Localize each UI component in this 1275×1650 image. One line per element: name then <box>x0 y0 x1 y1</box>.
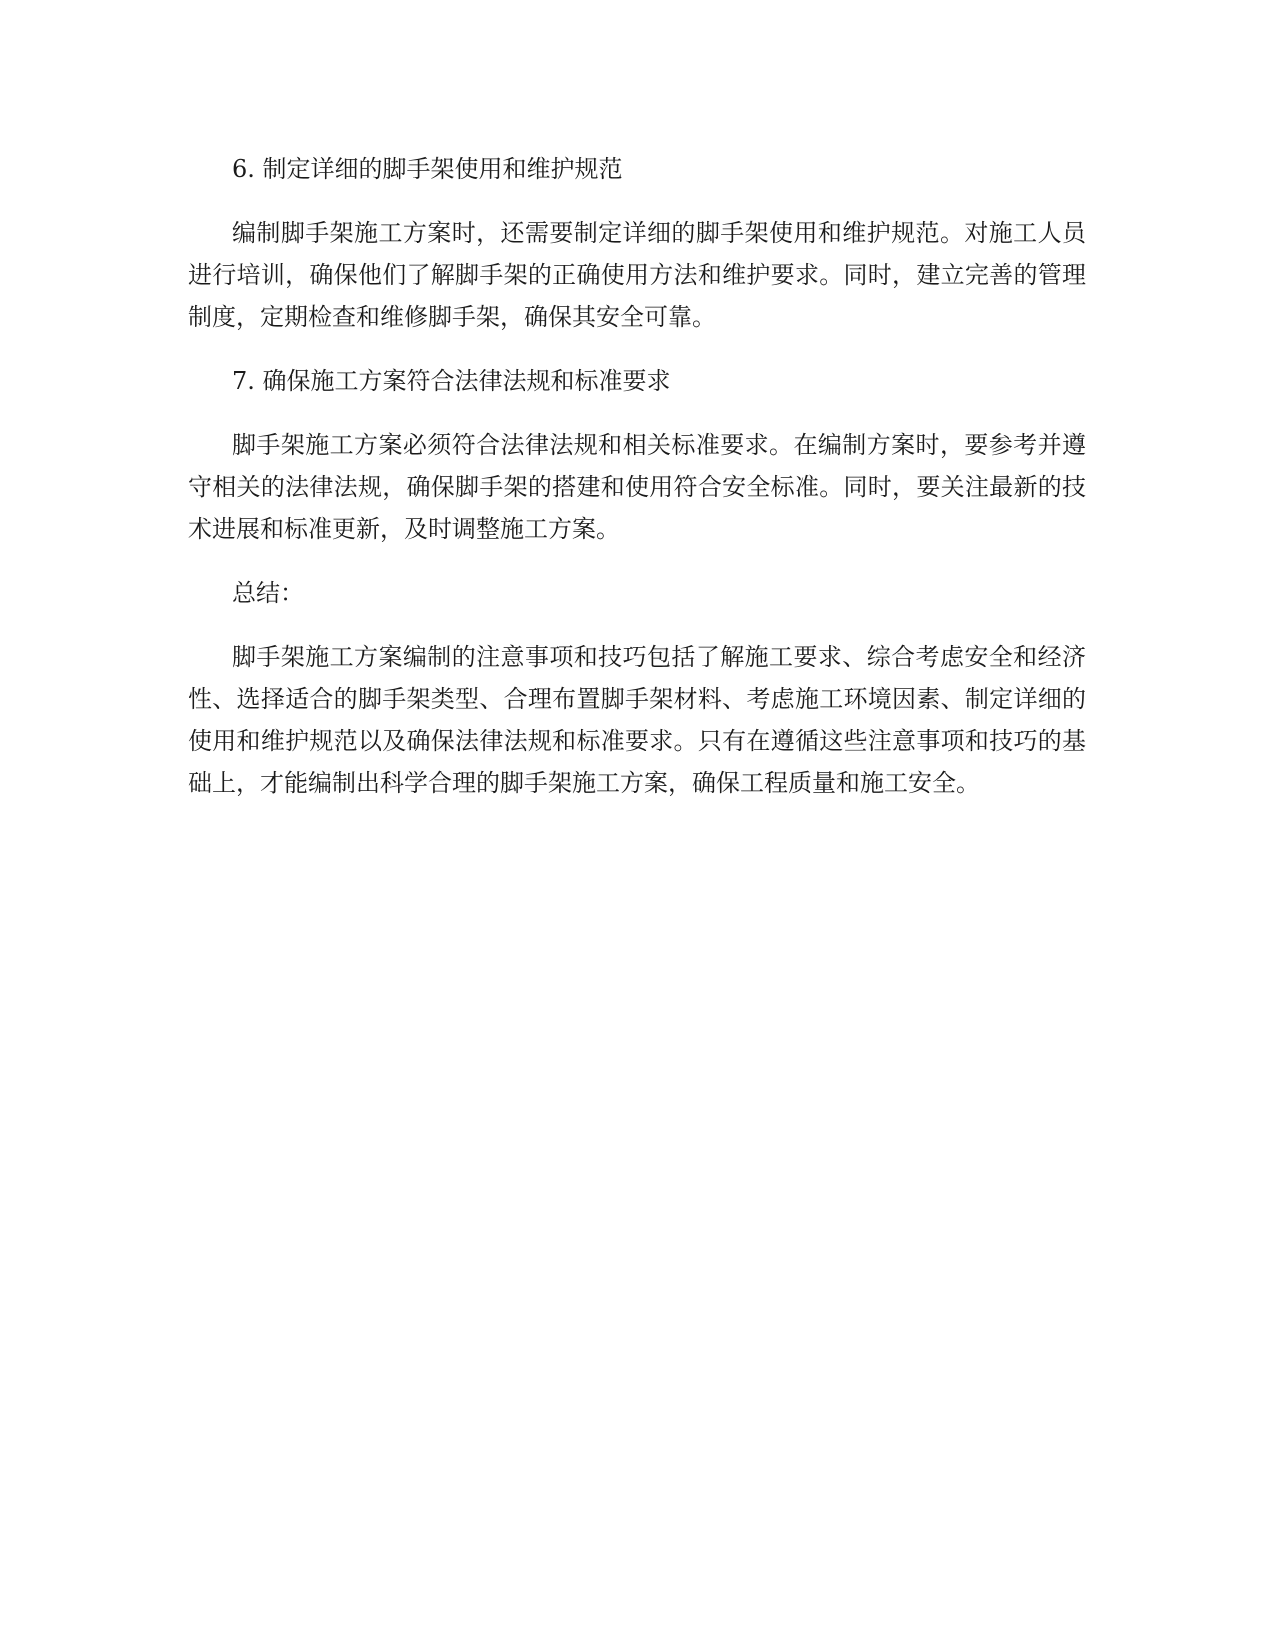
section-heading-7: 7. 确保施工方案符合法律法规和标准要求 <box>232 367 671 395</box>
body-paragraph: 编制脚手架施工方案时，还需要制定详细的脚手架使用和维护规范。对施工人员进行培训，确保他们了解脚手架的正确使用方法和维护要求。同时，建立完善的管理制度，定期检查和维修脚手架，确保其安全可靠。 <box>188 219 1086 331</box>
body-paragraph: 脚手架施工方案必须符合法律法规和相关标准要求。在编制方案时，要参考并遵守相关的法律法规，确保脚手架的搭建和使用符合安全标准。同时，要关注最新的技术进展和标准更新，及时调整施工方案。 <box>188 431 1086 543</box>
section-heading-6: 6. 制定详细的脚手架使用和维护规范 <box>232 155 623 183</box>
summary-heading: 总结： <box>232 579 304 607</box>
document-body <box>188 148 1086 826</box>
summary-paragraph: 脚手架施工方案编制的注意事项和技巧包括了解施工要求、综合考虑安全和经济性、选择适合的脚手架类型、合理布置脚手架材料、考虑施工环境因素、制定详细的使用和维护规范以及确保法律法规和标准要求。只有在遵循这些注意事项和技巧的基础上，才能编制出科学合理的脚手架施工方案，确保工程质量和施工安全。 <box>188 643 1086 797</box>
